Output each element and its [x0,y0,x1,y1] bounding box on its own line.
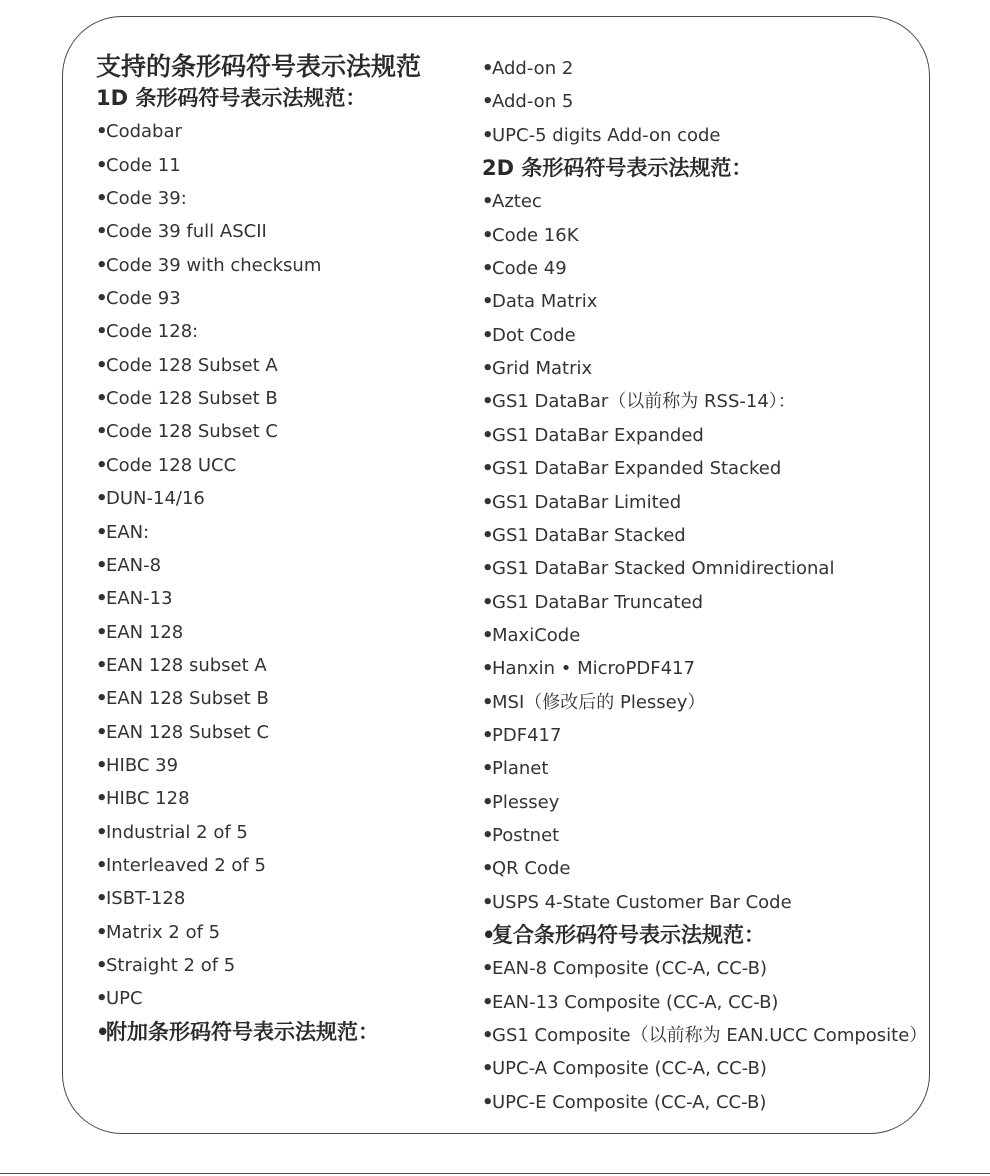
list-item-label: MSI（修改后的 Plessey） [492,691,706,713]
bullet-icon: • [482,724,494,746]
list-item-label: UPC-E Composite (CC-A, CC-B) [492,1091,767,1113]
bottom-divider [0,1173,990,1174]
bullet-icon: • [482,491,494,513]
list-item [482,1052,927,1085]
list-item-label: UPC [106,988,143,1010]
bullet-icon: • [482,791,494,813]
bullet-icon: • [96,788,108,810]
list-item-label: MaxiCode [492,624,581,646]
heading-addon-symbologies [96,1016,421,1049]
list-item [96,315,421,348]
bullet-icon: • [96,588,108,610]
list-item-label: USPS 4-State Customer Bar Code [492,891,792,913]
bullet-icon: • [96,754,108,776]
bullet-icon: • [482,758,494,780]
list-item [96,282,421,315]
list-item [96,349,421,382]
page-title: 支持的条形码符号表示法规范 [96,52,422,81]
list-item [96,449,421,482]
bullet-icon: • [96,554,108,576]
list-item [96,516,421,549]
list-item-label: HIBC 128 [106,788,190,810]
left-column [96,51,421,1049]
list-2d-symbologies [482,185,927,919]
bullet-icon: • [482,324,494,346]
list-item [96,882,421,915]
bullet-icon: • [482,658,494,680]
list-item-label: Dot Code [492,324,576,346]
list-item-label: GS1 DataBar Expanded Stacked [492,458,782,480]
bullet-icon: • [482,691,494,713]
list-item-label: EAN: [106,521,150,543]
bullet-icon: • [96,921,108,943]
bullet-icon: • [96,954,108,976]
list-item-label: UPC-A Composite (CC-A, CC-B) [492,1058,767,1080]
bullet-icon: • [482,58,494,79]
bullet-icon: • [482,424,494,446]
list-item-label: Code 128: [106,321,199,343]
list-item [96,382,421,415]
list-item [482,752,927,785]
list-item-label: GS1 DataBar Limited [492,491,682,513]
list-item [482,819,927,852]
list-item [482,552,927,585]
list-item-label: Industrial 2 of 5 [106,821,248,843]
list-item [96,649,421,682]
bullet-icon: • [96,221,108,243]
list-item-label: Interleaved 2 of 5 [106,854,266,876]
list-item [482,519,927,552]
list-item-label: GS1 DataBar Stacked Omnidirectional [492,558,835,580]
bullet-icon: • [482,922,496,947]
bullet-icon: • [96,121,108,143]
list-item [482,85,927,118]
bullet-icon: • [96,1019,110,1044]
list-item [96,916,421,949]
list-item [482,352,927,385]
list-item [482,652,927,685]
bullet-icon: • [482,91,494,113]
bullet-icon: • [96,854,108,876]
list-item [96,115,421,148]
bullet-icon: • [482,991,494,1013]
list-item [96,482,421,515]
right-column [482,52,927,1119]
list-item-label: Code 49 [492,258,567,280]
list-item-label: Code 128 Subset B [106,388,278,410]
bullet-icon: • [96,621,108,643]
list-item-label: Code 93 [106,288,181,310]
list-item [96,549,421,582]
list-item-label: Code 128 Subset A [106,354,278,376]
list-item-label: EAN 128 subset A [106,654,267,676]
list-item [482,986,927,1019]
list-item-label: Code 128 UCC [106,454,237,476]
list-item-label: Data Matrix [492,291,598,313]
list-item-label: QR Code [492,858,571,880]
bullet-icon: • [96,288,108,310]
list-item [96,849,421,882]
list-item [96,816,421,849]
bullet-icon: • [482,558,494,580]
bullet-icon: • [96,154,108,176]
heading-composite-label: 复合条形码符号表示法规范： [492,922,765,947]
bullet-icon: • [482,358,494,380]
bullet-icon: • [96,454,108,476]
list-addon-symbologies [482,52,927,152]
list-item-label: GS1 DataBar Expanded [492,424,704,446]
list-item [482,686,927,719]
bullet-icon: • [482,824,494,846]
bullet-icon: • [482,1091,494,1113]
bullet-icon: • [96,188,108,210]
bullet-icon: • [482,258,494,280]
heading-composite-symbologies [482,919,927,952]
list-item [482,952,927,985]
bullet-icon: • [482,624,494,646]
bullet-icon: • [482,524,494,546]
list-item [96,782,421,815]
bullet-icon: • [96,421,108,443]
list-item [482,285,927,318]
list-item-label: Codabar [106,121,182,143]
heading-2d-symbologies: 2D 条形码符号表示法规范： [482,156,753,181]
list-item-label: PDF417 [492,724,562,746]
list-item-label: Code 128 Subset C [106,421,278,443]
list-item [482,252,927,285]
list-item-label: Code 39 full ASCII [106,221,267,243]
list-item-label: ISBT-128 [106,888,186,910]
list-item [96,716,421,749]
bullet-icon: • [482,958,494,980]
list-item [482,452,927,485]
list-item [482,119,927,152]
list-item [482,786,927,819]
bullet-icon: • [96,988,108,1010]
list-item-label: Planet [492,758,549,780]
list-item [482,319,927,352]
list-item [96,249,421,282]
list-item [482,852,927,885]
list-item-label: Code 39: [106,188,187,210]
list-item [482,886,927,919]
bullet-icon: • [482,591,494,613]
list-item [482,419,927,452]
list-item-label: EAN 128 Subset B [106,688,269,710]
bullet-icon: • [482,1058,494,1080]
list-item [482,385,927,418]
list-item [96,415,421,448]
list-item [482,1019,927,1052]
list-composite-symbologies [482,952,927,1119]
list-item-label: Code 11 [106,154,181,176]
list-item [482,219,927,252]
bullet-icon: • [482,291,494,313]
list-item-label: HIBC 39 [106,754,179,776]
list-item [96,616,421,649]
list-item-label: EAN-13 [106,588,173,610]
list-item [96,749,421,782]
list-item [482,185,927,218]
list-item-label: Add-on 5 [492,91,574,113]
bullet-icon: • [96,354,108,376]
list-item [482,486,927,519]
list-item-label: EAN-8 Composite (CC-A, CC-B) [492,958,767,980]
list-item-label: GS1 DataBar Stacked [492,524,686,546]
list-item [96,182,421,215]
list-item [482,586,927,619]
bullet-icon: • [482,458,494,480]
list-item-label: GS1 DataBar（以前称为 RSS-14）： [492,391,796,413]
list-item-label: UPC-5 digits Add-on code [492,124,721,146]
list-item-label: GS1 DataBar Truncated [492,591,704,613]
list-item [482,719,927,752]
bullet-icon: • [96,521,108,543]
list-item [96,582,421,615]
list-item [482,619,927,652]
bullet-icon: • [482,224,494,246]
list-item-label: Grid Matrix [492,358,593,380]
bullet-icon: • [96,488,108,510]
list-item [96,982,421,1015]
bullet-icon: • [482,858,494,880]
list-item-label: GS1 Composite（以前称为 EAN.UCC Composite） [492,1025,928,1047]
list-item-label: Plessey [492,791,560,813]
list-item-label: DUN-14/16 [106,488,205,510]
list-item-label: Straight 2 of 5 [106,954,236,976]
bullet-icon: • [482,391,494,413]
list-item-label: EAN-8 [106,554,162,576]
list-item-label: EAN 128 Subset C [106,721,270,743]
bullet-icon: • [482,891,494,913]
list-item [96,949,421,982]
list-item-label: EAN-13 Composite (CC-A, CC-B) [492,991,779,1013]
heading-1d-symbologies: 1D 条形码符号表示法规范： [96,86,367,110]
list-item-label: Code 39 with checksum [106,254,322,276]
list-item [96,149,421,182]
list-item-label: Add-on 2 [492,58,574,79]
list-item-label: EAN 128 [106,621,184,643]
list-1d-symbologies [96,115,421,1015]
list-item-label: Aztec [492,191,542,213]
bullet-icon: • [482,1025,494,1047]
list-item-label: Code 16K [492,224,579,246]
bullet-icon: • [482,124,494,146]
list-item-label: Hanxin • MicroPDF417 [492,658,695,680]
bullet-icon: • [96,821,108,843]
list-item [96,682,421,715]
list-item [482,52,927,85]
bullet-icon: • [96,388,108,410]
bullet-icon: • [482,191,494,213]
bullet-icon: • [96,321,108,343]
list-item [482,1086,927,1119]
bullet-icon: • [96,254,108,276]
bullet-icon: • [96,688,108,710]
list-item [96,215,421,248]
list-item-label: Matrix 2 of 5 [106,921,221,943]
heading-addon-label: 附加条形码符号表示法规范： [106,1019,379,1044]
list-item-label: Postnet [492,824,560,846]
bullet-icon: • [96,888,108,910]
bullet-icon: • [96,721,108,743]
bullet-icon: • [96,654,108,676]
